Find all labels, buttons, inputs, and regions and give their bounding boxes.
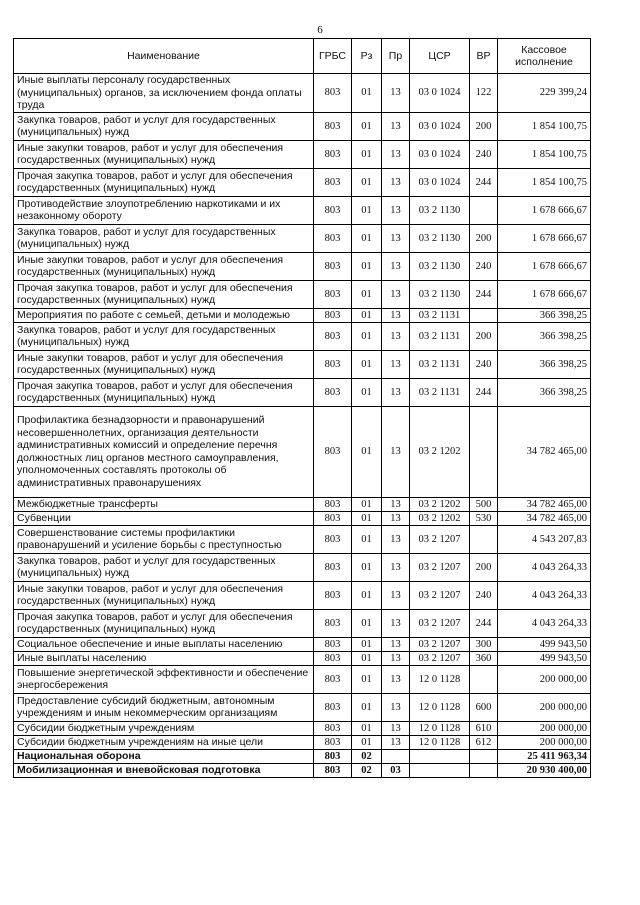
row-rz: 01 [352, 511, 382, 525]
header-amount: Кассовое исполнение [498, 39, 591, 74]
row-csr: 03 2 1202 [410, 511, 470, 525]
table-row [14, 280, 591, 308]
row-rz: 01 [352, 721, 382, 735]
row-rz: 02 [352, 749, 382, 763]
row-rz: 01 [352, 168, 382, 196]
table-row [14, 308, 591, 322]
row-pr: 13 [382, 651, 410, 665]
row-rz: 01 [352, 525, 382, 553]
row-vr: 240 [470, 252, 498, 280]
row-grbs: 803 [314, 252, 352, 280]
table-row [14, 581, 591, 609]
table-row [14, 637, 591, 651]
table-row [14, 168, 591, 196]
row-name: Профилактика безнадзорности и правонарушений несовершеннолетних, организация деятельности административных комиссий и определение перечня должностных лиц органов местного самоуправления, уполномоченных составлять протоколы об административных правонарушениях [14, 406, 314, 497]
table-row [14, 112, 591, 140]
row-vr: 244 [470, 609, 498, 637]
row-pr: 13 [382, 553, 410, 581]
row-grbs: 803 [314, 637, 352, 651]
row-vr: 244 [470, 280, 498, 308]
row-grbs: 803 [314, 651, 352, 665]
row-grbs: 803 [314, 581, 352, 609]
row-vr: 530 [470, 511, 498, 525]
row-csr: 03 0 1024 [410, 168, 470, 196]
row-csr: 03 2 1207 [410, 637, 470, 651]
row-grbs: 803 [314, 763, 352, 777]
row-grbs: 803 [314, 224, 352, 252]
row-grbs: 803 [314, 350, 352, 378]
table-row [14, 252, 591, 280]
header-csr: ЦСР [410, 39, 470, 74]
row-grbs: 803 [314, 497, 352, 511]
row-grbs: 803 [314, 693, 352, 721]
row-pr: 13 [382, 665, 410, 693]
row-rz: 01 [352, 196, 382, 224]
row-amount: 1 678 666,67 [498, 252, 591, 280]
row-amount: 366 398,25 [498, 378, 591, 406]
header-pr: Пр [382, 39, 410, 74]
row-csr: 03 2 1130 [410, 224, 470, 252]
row-amount: 366 398,25 [498, 308, 591, 322]
row-rz: 01 [352, 553, 382, 581]
row-grbs: 803 [314, 140, 352, 168]
row-grbs: 803 [314, 721, 352, 735]
row-csr: 03 2 1130 [410, 196, 470, 224]
row-amount: 200 000,00 [498, 721, 591, 735]
row-grbs: 803 [314, 112, 352, 140]
row-rz: 01 [352, 140, 382, 168]
row-rz: 01 [352, 651, 382, 665]
row-grbs: 803 [314, 525, 352, 553]
row-pr: 13 [382, 224, 410, 252]
row-grbs: 803 [314, 406, 352, 497]
row-name: Закупка товаров, работ и услуг для государственных (муниципальных) нужд [14, 224, 314, 252]
row-name: Противодействие злоупотреблению наркотиками и их незаконному обороту [14, 196, 314, 224]
budget-execution-table [13, 38, 591, 778]
row-vr: 600 [470, 693, 498, 721]
row-amount: 20 930 400,00 [498, 763, 591, 777]
row-pr: 13 [382, 252, 410, 280]
table-row [14, 224, 591, 252]
row-amount: 34 782 465,00 [498, 511, 591, 525]
row-pr: 13 [382, 693, 410, 721]
row-pr: 13 [382, 406, 410, 497]
row-grbs: 803 [314, 196, 352, 224]
row-amount: 34 782 465,00 [498, 406, 591, 497]
row-name: Субсидии бюджетным учреждениям [14, 721, 314, 735]
row-vr: 240 [470, 140, 498, 168]
row-amount: 200 000,00 [498, 693, 591, 721]
row-name: Повышение энергетической эффективности и обеспечение энергосбережения [14, 665, 314, 693]
row-pr: 13 [382, 378, 410, 406]
row-pr: 13 [382, 721, 410, 735]
row-csr: 12 0 1128 [410, 735, 470, 749]
row-grbs: 803 [314, 378, 352, 406]
table-row [14, 511, 591, 525]
row-pr: 13 [382, 581, 410, 609]
row-name: Прочая закупка товаров, работ и услуг для обеспечения государственных (муниципальных) нужд [14, 168, 314, 196]
row-vr: 500 [470, 497, 498, 511]
row-name: Прочая закупка товаров, работ и услуг для обеспечения государственных (муниципальных) нужд [14, 609, 314, 637]
table-body [14, 74, 591, 778]
row-csr: 03 0 1024 [410, 112, 470, 140]
page-number: 6 [317, 24, 323, 36]
header-name: Наименование [14, 39, 314, 74]
row-rz: 01 [352, 665, 382, 693]
row-vr [470, 196, 498, 224]
table-row [14, 693, 591, 721]
row-csr [410, 749, 470, 763]
row-pr: 13 [382, 497, 410, 511]
row-csr: 03 2 1207 [410, 581, 470, 609]
row-csr: 03 0 1024 [410, 140, 470, 168]
row-pr: 13 [382, 112, 410, 140]
row-vr: 610 [470, 721, 498, 735]
row-amount: 229 399,24 [498, 74, 591, 113]
row-amount: 4 043 264,33 [498, 609, 591, 637]
row-amount: 4 043 264,33 [498, 581, 591, 609]
table-row [14, 406, 591, 497]
row-vr: 122 [470, 74, 498, 113]
row-pr: 13 [382, 140, 410, 168]
row-rz: 01 [352, 378, 382, 406]
table-row [14, 196, 591, 224]
row-pr: 13 [382, 735, 410, 749]
row-grbs: 803 [314, 280, 352, 308]
row-pr: 13 [382, 168, 410, 196]
row-rz: 01 [352, 497, 382, 511]
table-row [14, 525, 591, 553]
row-name: Иные закупки товаров, работ и услуг для обеспечения государственных (муниципальных) нужд [14, 581, 314, 609]
row-grbs: 803 [314, 511, 352, 525]
table-row [14, 651, 591, 665]
row-pr: 13 [382, 609, 410, 637]
row-grbs: 803 [314, 665, 352, 693]
row-csr [410, 763, 470, 777]
row-rz: 01 [352, 252, 382, 280]
row-rz: 01 [352, 280, 382, 308]
table-row [14, 378, 591, 406]
row-name: Прочая закупка товаров, работ и услуг для обеспечения государственных (муниципальных) нужд [14, 280, 314, 308]
table-row [14, 665, 591, 693]
row-grbs: 803 [314, 168, 352, 196]
table-row [14, 749, 591, 763]
table-row [14, 721, 591, 735]
table-row [14, 140, 591, 168]
row-name: Иные закупки товаров, работ и услуг для обеспечения государственных (муниципальных) нужд [14, 140, 314, 168]
row-name: Предоставление субсидий бюджетным, автономным учреждениям и иным некоммерческим организациям [14, 693, 314, 721]
row-rz: 01 [352, 637, 382, 651]
row-pr: 13 [382, 511, 410, 525]
row-rz: 01 [352, 322, 382, 350]
row-vr: 240 [470, 350, 498, 378]
row-vr: 360 [470, 651, 498, 665]
row-vr: 240 [470, 581, 498, 609]
row-csr: 03 2 1207 [410, 525, 470, 553]
row-rz: 01 [352, 609, 382, 637]
table-header-row [14, 39, 591, 74]
row-grbs: 803 [314, 749, 352, 763]
row-vr [470, 749, 498, 763]
row-vr: 200 [470, 112, 498, 140]
row-name: Национальная оборона [14, 749, 314, 763]
row-csr: 03 2 1207 [410, 651, 470, 665]
row-vr: 244 [470, 378, 498, 406]
row-pr: 13 [382, 637, 410, 651]
header-vr: ВР [470, 39, 498, 74]
row-grbs: 803 [314, 308, 352, 322]
row-rz: 01 [352, 350, 382, 378]
row-rz: 01 [352, 308, 382, 322]
row-rz: 01 [352, 74, 382, 113]
row-amount: 1 678 666,67 [498, 196, 591, 224]
row-amount: 200 000,00 [498, 735, 591, 749]
row-amount: 499 943,50 [498, 651, 591, 665]
row-pr: 13 [382, 525, 410, 553]
row-grbs: 803 [314, 74, 352, 113]
row-grbs: 803 [314, 553, 352, 581]
row-vr: 200 [470, 322, 498, 350]
table-row [14, 553, 591, 581]
row-vr: 200 [470, 553, 498, 581]
table-row [14, 763, 591, 777]
row-name: Иные закупки товаров, работ и услуг для обеспечения государственных (муниципальных) нужд [14, 350, 314, 378]
row-name: Иные выплаты населению [14, 651, 314, 665]
row-csr: 03 2 1130 [410, 252, 470, 280]
row-amount: 366 398,25 [498, 350, 591, 378]
row-csr: 03 2 1131 [410, 378, 470, 406]
row-amount: 1 854 100,75 [498, 168, 591, 196]
table-row [14, 609, 591, 637]
row-csr: 03 2 1202 [410, 497, 470, 511]
row-amount: 4 043 264,33 [498, 553, 591, 581]
row-name: Прочая закупка товаров, работ и услуг для обеспечения государственных (муниципальных) нужд [14, 378, 314, 406]
row-pr: 13 [382, 74, 410, 113]
table-row [14, 350, 591, 378]
row-pr [382, 749, 410, 763]
row-vr: 612 [470, 735, 498, 749]
row-vr [470, 525, 498, 553]
row-pr: 13 [382, 308, 410, 322]
header-rz: Рз [352, 39, 382, 74]
row-rz: 01 [352, 224, 382, 252]
row-vr: 244 [470, 168, 498, 196]
row-csr: 03 2 1131 [410, 322, 470, 350]
row-amount: 1 678 666,67 [498, 224, 591, 252]
row-pr: 13 [382, 350, 410, 378]
row-grbs: 803 [314, 609, 352, 637]
row-csr: 12 0 1128 [410, 721, 470, 735]
row-pr: 13 [382, 322, 410, 350]
row-amount: 25 411 963,34 [498, 749, 591, 763]
table-row [14, 497, 591, 511]
row-name: Закупка товаров, работ и услуг для государственных (муниципальных) нужд [14, 553, 314, 581]
row-amount: 4 543 207,83 [498, 525, 591, 553]
row-vr [470, 665, 498, 693]
row-vr [470, 308, 498, 322]
row-vr: 200 [470, 224, 498, 252]
row-pr: 13 [382, 196, 410, 224]
row-csr: 03 2 1130 [410, 280, 470, 308]
row-name: Иные закупки товаров, работ и услуг для обеспечения государственных (муниципальных) нужд [14, 252, 314, 280]
row-name: Мобилизационная и вневойсковая подготовка [14, 763, 314, 777]
row-rz: 01 [352, 406, 382, 497]
table-row [14, 74, 591, 113]
row-amount: 200 000,00 [498, 665, 591, 693]
row-grbs: 803 [314, 322, 352, 350]
row-amount: 499 943,50 [498, 637, 591, 651]
row-name: Совершенствование системы профилактики правонарушений и усиление борьбы с преступностью [14, 525, 314, 553]
row-csr: 03 2 1202 [410, 406, 470, 497]
row-pr: 03 [382, 763, 410, 777]
row-csr: 03 2 1207 [410, 609, 470, 637]
table-row [14, 322, 591, 350]
row-rz: 01 [352, 693, 382, 721]
row-name: Закупка товаров, работ и услуг для государственных (муниципальных) нужд [14, 322, 314, 350]
row-vr: 300 [470, 637, 498, 651]
row-csr: 03 2 1207 [410, 553, 470, 581]
row-name: Мероприятия по работе с семьей, детьми и молодежью [14, 308, 314, 322]
row-amount: 34 782 465,00 [498, 497, 591, 511]
row-vr [470, 763, 498, 777]
row-amount: 1 678 666,67 [498, 280, 591, 308]
row-amount: 1 854 100,75 [498, 140, 591, 168]
row-amount: 1 854 100,75 [498, 112, 591, 140]
row-csr: 03 0 1024 [410, 74, 470, 113]
row-csr: 03 2 1131 [410, 308, 470, 322]
row-amount: 366 398,25 [498, 322, 591, 350]
row-rz: 01 [352, 112, 382, 140]
row-name: Межбюджетные трансферты [14, 497, 314, 511]
row-name: Иные выплаты персоналу государственных (муниципальных) органов, за исключением фонда оплаты труда [14, 74, 314, 113]
row-rz: 01 [352, 581, 382, 609]
row-rz: 01 [352, 735, 382, 749]
row-vr [470, 406, 498, 497]
row-name: Социальное обеспечение и иные выплаты населению [14, 637, 314, 651]
table-row [14, 735, 591, 749]
row-csr: 12 0 1128 [410, 665, 470, 693]
row-pr: 13 [382, 280, 410, 308]
row-csr: 12 0 1128 [410, 693, 470, 721]
row-name: Субсидии бюджетным учреждениям на иные цели [14, 735, 314, 749]
row-grbs: 803 [314, 735, 352, 749]
row-csr: 03 2 1131 [410, 350, 470, 378]
header-grbs: ГРБС [314, 39, 352, 74]
row-name: Закупка товаров, работ и услуг для государственных (муниципальных) нужд [14, 112, 314, 140]
row-rz: 02 [352, 763, 382, 777]
row-name: Субвенции [14, 511, 314, 525]
